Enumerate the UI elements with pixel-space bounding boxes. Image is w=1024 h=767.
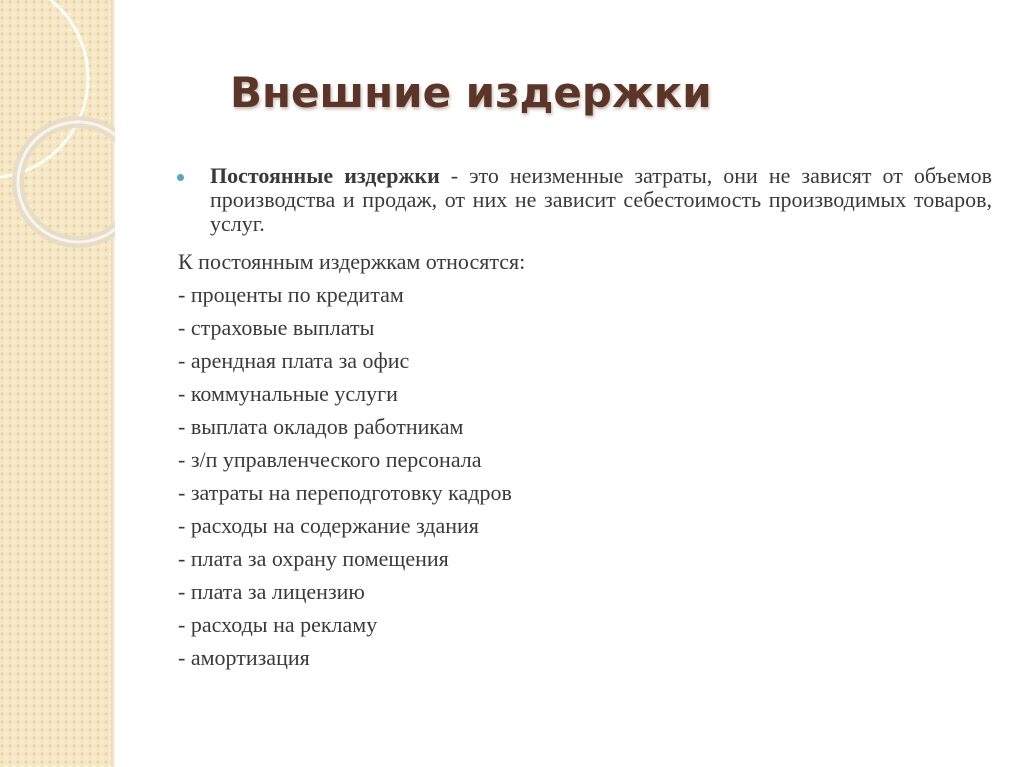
list-item: - амортизация [178,645,310,670]
list-item: - страховые выплаты [178,315,375,340]
list-item: - затраты на переподготовку кадров [178,480,512,505]
decorative-rings-icon [0,0,115,260]
list-item: - расходы на содержание здания [178,513,479,538]
definition-paragraph [210,164,992,236]
list-item: - плата за охрану помещения [178,546,449,571]
bullet-dot-icon [177,174,184,181]
definition-term: Постоянные издержки [210,163,440,188]
bullet-definition [180,164,992,236]
list-item: - расходы на рекламу [178,612,378,637]
list-item: - з/п управленческого персонала [178,447,482,472]
slide-title: Внешние издержки [230,68,712,117]
list-item: - плата за лицензию [178,579,365,604]
list-intro: К постоянным издержкам относятся: [178,249,526,274]
list-item: - проценты по кредитам [178,282,404,307]
list-item: - выплата окладов работникам [178,414,464,439]
outer-ring [0,0,88,178]
list-item: - арендная плата за офис [178,348,410,373]
definition-text: - это неизменные затраты, они не зависят от объемов производства и продаж, от них не зависит себестоимость производимых товаров, услуг. [210,163,992,236]
fixed-costs-list [178,247,978,676]
list-item: - коммунальные услуги [178,381,398,406]
